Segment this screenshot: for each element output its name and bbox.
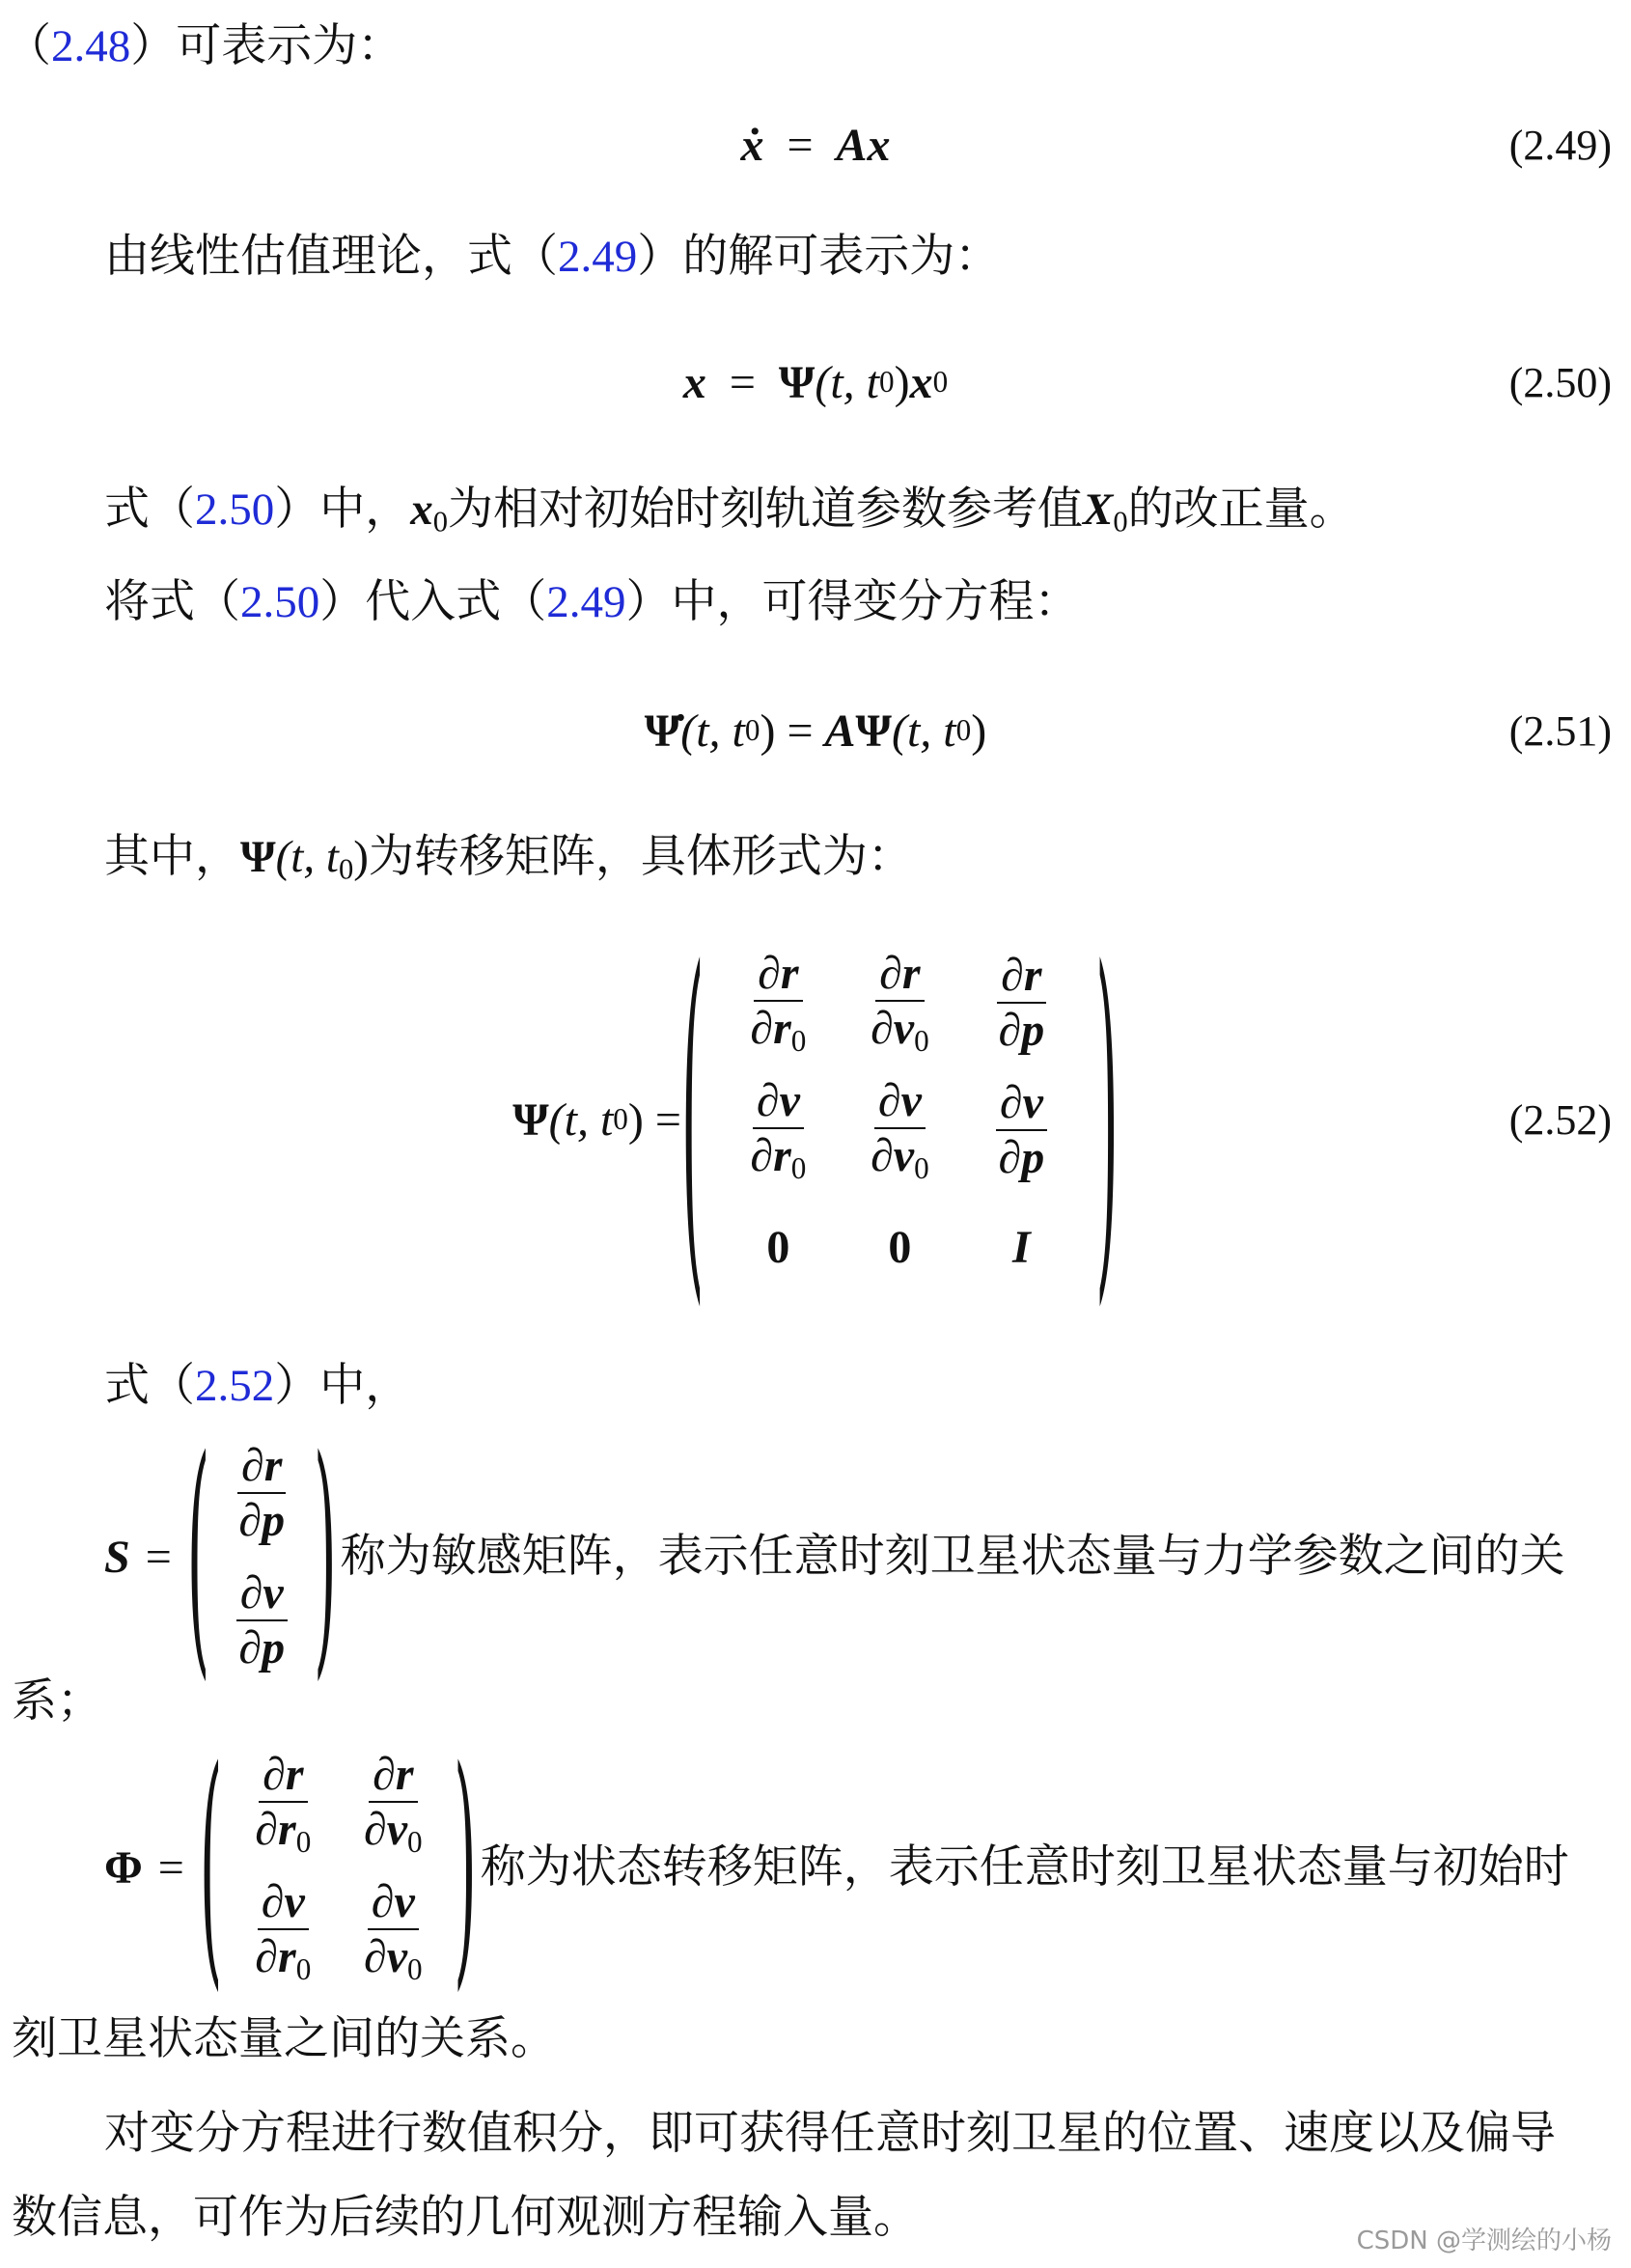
text-line-solution: 由线性估值理论，式（2.49）的解可表示为： (104, 230, 1001, 283)
equation-ref-link[interactable]: 2.48 (51, 21, 131, 71)
right-paren: ) (1095, 897, 1119, 1342)
psi-matrix: ( $\frac{\partial r}{\partial r_0}$ $\frac{\partial r}{\partial v_0}$ $\frac{\partial r}{\partial p}$ $\frac{\partial v}{\partial r_0}$ $\frac{\partial v}{\partial v_0}$ $\frac{\partial v}{\partial p}$ 0 0 I ) (680, 897, 1119, 1342)
equation-ref-link[interactable]: 2.49 (558, 232, 638, 282)
text-line-x0-definition: 式（2.50）中，$x_0$为相对初始时刻轨道参数参考值$X_0$的改正量。 (104, 483, 1355, 539)
text-line-intro: （2.48）可表示为： (6, 19, 403, 72)
paragraph-last-line-1: 对变分方程进行数值积分，即可获得任意时刻卫星的位置、速度以及偏导 (104, 2107, 1556, 2160)
csdn-watermark: CSDN @学测绘的小杨 (1356, 2227, 1612, 2255)
s-matrix: ( $\frac{\partial r}{\partial p}$ $\frac{\partial v}{\partial p}$ ) (186, 1408, 337, 1705)
equation-number: (2.50) (1508, 358, 1612, 406)
text-line-phi-continuation: 刻卫星状态量之间的关系。 (12, 2012, 556, 2065)
equation-2-50: x = Ψ (t, t 0 ) x 0 (2.50) (682, 356, 1612, 408)
phi-matrix: ( $\frac{\partial r}{\partial r_0}$ $\frac{\partial r}{\partial v_0}$ $\frac{\partial v}{\partial r_0}$ $\frac{\partial v}{\partial v_0}$ ) (199, 1719, 477, 2016)
equation-ref-link[interactable]: 2.49 (546, 577, 626, 627)
s-matrix-definition: S = ( $\frac{\partial r}{\partial p}$ $\frac{\partial v}{\partial p}$ ) 称为敏感矩阵，表示任意时刻卫星状态量与力学参数之间的关 (104, 1408, 1565, 1705)
equation-ref-link[interactable]: 2.50 (195, 484, 275, 535)
equation-number: (2.52) (1508, 1095, 1612, 1144)
left-paren: ( (680, 897, 705, 1342)
equation-number: (2.49) (1508, 121, 1612, 169)
equation-ref-link[interactable]: 2.52 (195, 1361, 275, 1411)
text-line-in-eq-252: 式（2.52）中， (104, 1359, 411, 1412)
equation-2-51: Ψ̇ (t, t 0 ) = A Ψ (t, t 0 ) (2.51) (644, 705, 1612, 757)
phi-matrix-definition: Φ = ( $\frac{\partial r}{\partial r_0}$ $\frac{\partial r}{\partial v_0}$ $\frac{\partial v}{\partial r_0}$ $\frac{\partial v}{\partial v_0}$ ) 称为状态转移矩阵，表示任意时刻卫星状态量与初始时 (104, 1719, 1569, 2016)
text-line-substitution: 将式（2.50）代入式（2.49）中，可得变分方程： (104, 575, 1080, 628)
equation-2-52: Ψ (t, t 0 ) = ( $\frac{\partial r}{\partial r_0}$ $\frac{\partial r}{\partial v_0}$ $\frac{\partial r}{\partial p}$ $\frac{\partial v}{\partial r_0}$ $\frac{\partial v}{\partial v_0}$ $\frac{\partial v}{\partial p}$ 0 0 I ) (2.52) (512, 897, 1612, 1342)
text-line-transfer-matrix: 其中，Ψ(t, $t_0$)为转移矩阵，具体形式为： (104, 830, 913, 886)
equation-number: (2.51) (1508, 706, 1612, 755)
text-line-s-continuation: 系； (12, 1674, 102, 1728)
equation-ref-link[interactable]: 2.50 (240, 577, 320, 627)
paragraph-last-line-2: 数信息，可作为后续的几何观测方程输入量。 (12, 2191, 919, 2244)
equation-2-49: ẋ = A x (2.49) (740, 119, 1612, 171)
